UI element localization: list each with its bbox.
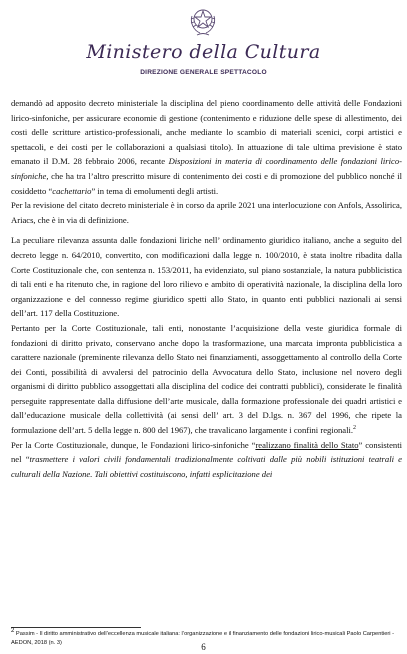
footnote-text: Passim - Il diritto amministrativo dell’eccellenza musicale italiana: l’organizzazione e il finanziamento delle fondazioni lirico-musicali Paolo Carpentieri - AEDON, 2018 (n. 3) bbox=[11, 631, 394, 646]
p1-text-e: ” in tema di emolumenti degli artisti. bbox=[91, 185, 219, 196]
document-body bbox=[11, 96, 402, 481]
paragraph-4 bbox=[11, 321, 402, 438]
footnote-number: 2 bbox=[11, 628, 15, 635]
italian-republic-emblem-icon bbox=[187, 4, 219, 38]
footnote-ref: 2 bbox=[353, 425, 357, 432]
paragraph-2: Per la revisione del citato decreto ministeriale è in corso da aprile 2021 una interlocuzione con Anfols, Assolirica, Ariacs, che è in via di definizione. bbox=[11, 200, 402, 225]
direction-subtitle: DIREZIONE GENERALE SPETTACOLO bbox=[140, 69, 267, 76]
p5-italic-quote: trasmettere i valori civili fondamentali tradizionalmente coltivati dalle più nobili istituzioni teatrali e culturali della Nazione. Tali obiettivi costituiscono, infatti esplicitazione dei bbox=[11, 454, 402, 479]
paragraph-5 bbox=[11, 438, 402, 482]
p4-text: Pertanto per la Corte Costituzionale, tali enti, nonostante l’acquisizione della veste giuridica formale di fondazioni di diritto privato, conservano anche dopo la trasformazione, una marcata impronta pubblicistica a carattere nazionale (preminente rilevanza dello Stato nei finanziamenti, assoggettamento al controllo della Corte dei Conti, possibilità di avvalersi del patrocinio della Avvocatura dello Stato, inclusione nel novero degli organismi di diritto pubblico assoggettati alla disciplina del codice dei contratti pubblici), considerate le finalità perseguite rappresentate dalla diffusione dell’arte musicale, dalla formazione professionale dei quadri artistici e dall’educazione musicale della collettività (ai sensi dell’ art. 3 del D.lgs. n. 367 del 1996, che ripete la formulazione dell’art. 5 della legge n. 800 del 1967), che travalicano largamente i confini regionali. bbox=[11, 322, 402, 436]
page-number: 6 bbox=[201, 642, 206, 652]
p5-text-c: ” consistenti nel “ bbox=[11, 439, 402, 465]
p1-text-c: , che ha tra l’altro prescritto misure di contenimento dei costi e di promozione del pubblico nonché il cosiddetto “ bbox=[11, 170, 402, 196]
ministry-title: Ministero della Cultura bbox=[86, 41, 321, 63]
p5-text-a: Per la Corte Costituzionale, dunque, le Fondazioni lirico-sinfoniche “ bbox=[11, 439, 256, 450]
footnote-divider bbox=[11, 627, 141, 628]
p1-italic-term: cachettario bbox=[52, 185, 92, 196]
p1-italic-title: Disposizioni in materia di coordinamento delle fondazioni lirico-sinfoniche bbox=[11, 156, 402, 181]
page-header bbox=[0, 0, 407, 92]
paragraph-3: La peculiare rilevanza assunta dalle fondazioni liriche nell’ ordinamento giuridico italiano, anche a seguito del decreto legge n. 64/2010, convertito, con modificazioni dalla legge n. 100/2010, è stata inoltre ribadita dalla Corte Costituzionale che, con sentenza n. 153/2011, ha evidenziato, sul piano sostanziale, la natura pubblicistica di tali enti e ha ritenuto che, in ragione del loro rilievo e ambito di operatività nazionale, la disciplina della loro organizzazione e del connesso regime giuridico spetti allo Stato, in quanto enti pubblici nazionali ai sensi dell’art. 117 della Costituzione. bbox=[11, 235, 402, 319]
p1-text-a: demandò ad apposito decreto ministeriale la disciplina del pieno coordinamento delle attività delle Fondazioni lirico-sinfoniche, per assicurare economie di gestione (contenimento e riduzione delle spese di allestimento, dei costi delle scritture artistico-professionali, anche mediante lo scambio di materiali scenici, corpi artistici e spettacoli, e dei costi per le collaborazioni a qualsiasi titolo). In attuazione di tale ultima previsione è stato emanato il D.M. 28 febbraio 2006, recante bbox=[11, 98, 402, 167]
paragraph-1 bbox=[11, 96, 402, 198]
p5-underlined-quote: realizzano finalità dello Stato bbox=[255, 439, 359, 450]
